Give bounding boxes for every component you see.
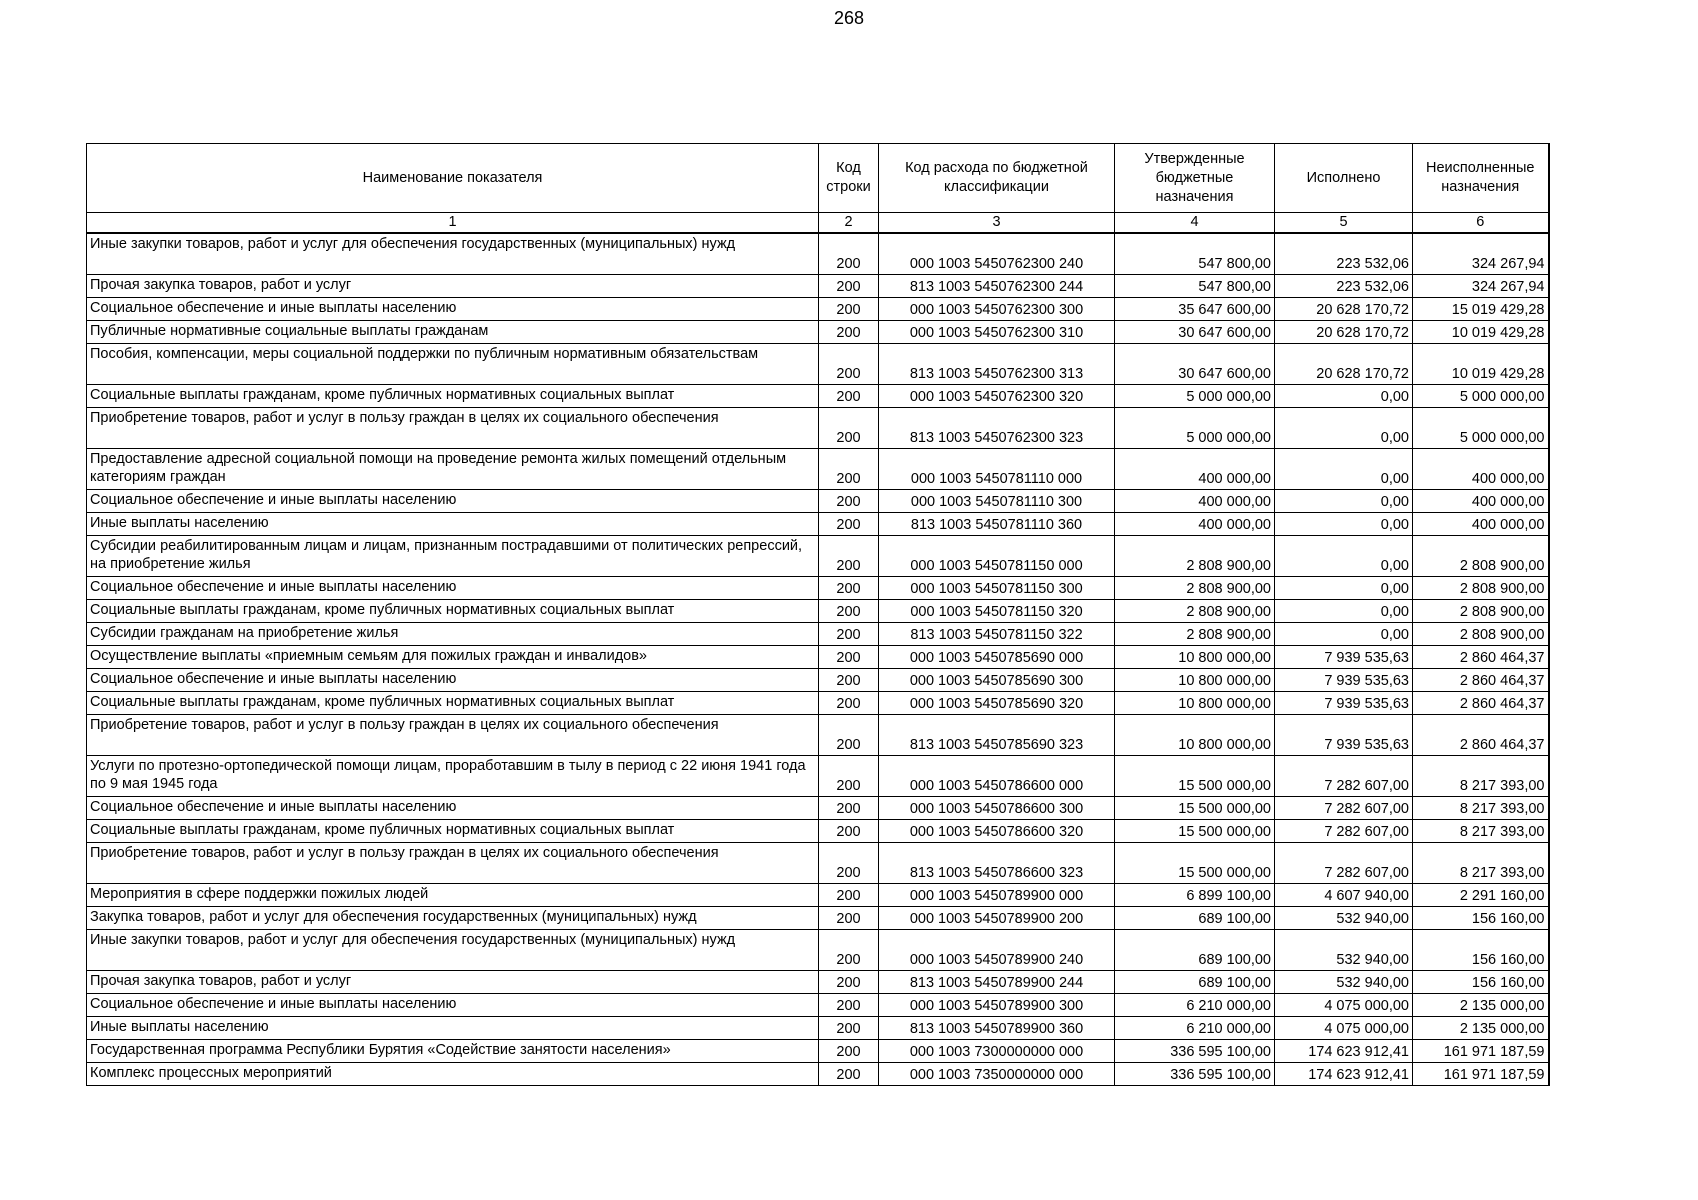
table-row (87, 756, 1549, 797)
row-executed-amount: 20 628 170,72 (1275, 344, 1413, 385)
row-budget-code: 000 1003 7350000000 000 (879, 1063, 1115, 1086)
row-executed-amount: 4 075 000,00 (1275, 994, 1413, 1017)
row-unexecuted-amount: 2 860 464,37 (1413, 669, 1549, 692)
row-indicator-name: Социальное обеспечение и иные выплаты населению (87, 994, 819, 1017)
row-executed-amount: 223 532,06 (1275, 275, 1413, 298)
column-number: 4 (1115, 213, 1275, 234)
row-line-code: 200 (819, 1017, 879, 1040)
row-line-code: 200 (819, 233, 879, 275)
row-unexecuted-amount: 161 971 187,59 (1413, 1063, 1549, 1086)
row-budget-code: 813 1003 5450786600 323 (879, 843, 1115, 884)
row-budget-code: 000 1003 5450786600 320 (879, 820, 1115, 843)
row-approved-amount: 689 100,00 (1115, 907, 1275, 930)
row-line-code: 200 (819, 797, 879, 820)
table-row (87, 843, 1549, 884)
row-budget-code: 813 1003 5450762300 313 (879, 344, 1115, 385)
row-unexecuted-amount: 400 000,00 (1413, 490, 1549, 513)
table-row (87, 971, 1549, 994)
row-indicator-name: Приобретение товаров, работ и услуг в пользу граждан в целях их социального обеспечения (87, 843, 819, 884)
row-approved-amount: 35 647 600,00 (1115, 298, 1275, 321)
table-row (87, 1063, 1549, 1086)
row-approved-amount: 10 800 000,00 (1115, 692, 1275, 715)
row-unexecuted-amount: 2 135 000,00 (1413, 994, 1549, 1017)
row-budget-code: 000 1003 5450785690 300 (879, 669, 1115, 692)
row-unexecuted-amount: 2 808 900,00 (1413, 623, 1549, 646)
row-indicator-name: Субсидии гражданам на приобретение жилья (87, 623, 819, 646)
row-executed-amount: 7 282 607,00 (1275, 797, 1413, 820)
table-row (87, 646, 1549, 669)
row-budget-code: 000 1003 5450762300 240 (879, 233, 1115, 275)
row-budget-code: 000 1003 5450762300 300 (879, 298, 1115, 321)
header-unexecuted-appropriations: Неисполненные назначения (1413, 144, 1549, 213)
row-executed-amount: 7 939 535,63 (1275, 646, 1413, 669)
row-approved-amount: 6 210 000,00 (1115, 1017, 1275, 1040)
row-line-code: 200 (819, 669, 879, 692)
row-indicator-name: Комплекс процессных мероприятий (87, 1063, 819, 1086)
row-executed-amount: 7 939 535,63 (1275, 715, 1413, 756)
row-line-code: 200 (819, 623, 879, 646)
row-line-code: 200 (819, 513, 879, 536)
row-line-code: 200 (819, 994, 879, 1017)
column-number-row (87, 213, 1549, 234)
column-number: 5 (1275, 213, 1413, 234)
table-row (87, 275, 1549, 298)
row-executed-amount: 532 940,00 (1275, 907, 1413, 930)
row-budget-code: 000 1003 5450781110 300 (879, 490, 1115, 513)
row-line-code: 200 (819, 756, 879, 797)
row-executed-amount: 7 939 535,63 (1275, 692, 1413, 715)
row-executed-amount: 7 282 607,00 (1275, 756, 1413, 797)
row-unexecuted-amount: 8 217 393,00 (1413, 843, 1549, 884)
row-line-code: 200 (819, 843, 879, 884)
row-approved-amount: 547 800,00 (1115, 275, 1275, 298)
row-line-code: 200 (819, 692, 879, 715)
row-unexecuted-amount: 15 019 429,28 (1413, 298, 1549, 321)
header-executed: Исполнено (1275, 144, 1413, 213)
row-unexecuted-amount: 2 860 464,37 (1413, 646, 1549, 669)
row-approved-amount: 10 800 000,00 (1115, 669, 1275, 692)
row-approved-amount: 30 647 600,00 (1115, 344, 1275, 385)
row-executed-amount: 0,00 (1275, 385, 1413, 408)
row-executed-amount: 223 532,06 (1275, 233, 1413, 275)
row-indicator-name: Государственная программа Республики Бурятия «Содействие занятости населения» (87, 1040, 819, 1063)
row-line-code: 200 (819, 715, 879, 756)
row-budget-code: 000 1003 5450781150 300 (879, 577, 1115, 600)
table-row (87, 1040, 1549, 1063)
table-row (87, 623, 1549, 646)
row-approved-amount: 30 647 600,00 (1115, 321, 1275, 344)
row-approved-amount: 5 000 000,00 (1115, 385, 1275, 408)
row-budget-code: 000 1003 5450786600 000 (879, 756, 1115, 797)
row-approved-amount: 10 800 000,00 (1115, 646, 1275, 669)
row-indicator-name: Социальное обеспечение и иные выплаты населению (87, 490, 819, 513)
row-approved-amount: 2 808 900,00 (1115, 577, 1275, 600)
row-approved-amount: 5 000 000,00 (1115, 408, 1275, 449)
row-line-code: 200 (819, 408, 879, 449)
row-unexecuted-amount: 156 160,00 (1413, 907, 1549, 930)
table-row (87, 907, 1549, 930)
row-executed-amount: 174 623 912,41 (1275, 1040, 1413, 1063)
table-body (87, 233, 1549, 1086)
table-row (87, 536, 1549, 577)
row-unexecuted-amount: 8 217 393,00 (1413, 756, 1549, 797)
table-row (87, 820, 1549, 843)
table-row (87, 449, 1549, 490)
row-budget-code: 813 1003 5450789900 244 (879, 971, 1115, 994)
row-indicator-name: Субсидии реабилитированным лицам и лицам, признанным пострадавшими от политических репрессий, на приобретение жилья (87, 536, 819, 577)
row-budget-code: 813 1003 5450789900 360 (879, 1017, 1115, 1040)
row-unexecuted-amount: 156 160,00 (1413, 971, 1549, 994)
row-approved-amount: 2 808 900,00 (1115, 536, 1275, 577)
row-indicator-name: Пособия, компенсации, меры социальной поддержки по публичным нормативным обязательствам (87, 344, 819, 385)
row-executed-amount: 0,00 (1275, 600, 1413, 623)
row-indicator-name: Приобретение товаров, работ и услуг в пользу граждан в целях их социального обеспечения (87, 715, 819, 756)
row-indicator-name: Иные закупки товаров, работ и услуг для обеспечения государственных (муниципальных) нужд (87, 233, 819, 275)
row-executed-amount: 0,00 (1275, 490, 1413, 513)
row-indicator-name: Прочая закупка товаров, работ и услуг (87, 971, 819, 994)
row-indicator-name: Социальное обеспечение и иные выплаты населению (87, 577, 819, 600)
page-number: 268 (833, 8, 865, 28)
row-unexecuted-amount: 2 808 900,00 (1413, 536, 1549, 577)
row-budget-code: 000 1003 5450781110 000 (879, 449, 1115, 490)
row-budget-code: 000 1003 5450789900 300 (879, 994, 1115, 1017)
row-budget-code: 813 1003 5450762300 244 (879, 275, 1115, 298)
row-approved-amount: 15 500 000,00 (1115, 797, 1275, 820)
row-budget-code: 000 1003 5450781150 320 (879, 600, 1115, 623)
column-number: 1 (87, 213, 819, 234)
table-row (87, 994, 1549, 1017)
row-budget-code: 813 1003 5450781150 322 (879, 623, 1115, 646)
row-approved-amount: 6 210 000,00 (1115, 994, 1275, 1017)
row-unexecuted-amount: 324 267,94 (1413, 233, 1549, 275)
row-line-code: 200 (819, 884, 879, 907)
row-line-code: 200 (819, 275, 879, 298)
row-budget-code: 000 1003 5450781150 000 (879, 536, 1115, 577)
header-indicator-name: Наименование показателя (87, 144, 819, 213)
row-line-code: 200 (819, 385, 879, 408)
row-indicator-name: Социальное обеспечение и иные выплаты населению (87, 797, 819, 820)
row-approved-amount: 2 808 900,00 (1115, 623, 1275, 646)
header-line-code: Код строки (819, 144, 879, 213)
row-executed-amount: 0,00 (1275, 577, 1413, 600)
row-executed-amount: 0,00 (1275, 513, 1413, 536)
row-approved-amount: 689 100,00 (1115, 930, 1275, 971)
row-unexecuted-amount: 8 217 393,00 (1413, 820, 1549, 843)
row-line-code: 200 (819, 971, 879, 994)
row-approved-amount: 400 000,00 (1115, 513, 1275, 536)
row-unexecuted-amount: 10 019 429,28 (1413, 321, 1549, 344)
row-indicator-name: Приобретение товаров, работ и услуг в пользу граждан в целях их социального обеспечения (87, 408, 819, 449)
row-executed-amount: 7 282 607,00 (1275, 820, 1413, 843)
row-executed-amount: 4 607 940,00 (1275, 884, 1413, 907)
row-executed-amount: 20 628 170,72 (1275, 321, 1413, 344)
table-row (87, 513, 1549, 536)
row-unexecuted-amount: 156 160,00 (1413, 930, 1549, 971)
table-row (87, 930, 1549, 971)
budget-execution-table (86, 143, 1550, 1086)
row-unexecuted-amount: 2 135 000,00 (1413, 1017, 1549, 1040)
table-row (87, 408, 1549, 449)
header-budget-classification-code: Код расхода по бюджетной классификации (879, 144, 1115, 213)
row-executed-amount: 532 940,00 (1275, 971, 1413, 994)
row-executed-amount: 4 075 000,00 (1275, 1017, 1413, 1040)
table-row (87, 490, 1549, 513)
table-row (87, 692, 1549, 715)
row-indicator-name: Социальные выплаты гражданам, кроме публичных нормативных социальных выплат (87, 692, 819, 715)
row-budget-code: 000 1003 5450762300 320 (879, 385, 1115, 408)
row-budget-code: 000 1003 5450762300 310 (879, 321, 1115, 344)
row-approved-amount: 6 899 100,00 (1115, 884, 1275, 907)
row-budget-code: 000 1003 7300000000 000 (879, 1040, 1115, 1063)
row-executed-amount: 7 939 535,63 (1275, 669, 1413, 692)
row-line-code: 200 (819, 298, 879, 321)
table-row (87, 797, 1549, 820)
row-indicator-name: Иные выплаты населению (87, 513, 819, 536)
row-indicator-name: Социальные выплаты гражданам, кроме публичных нормативных социальных выплат (87, 385, 819, 408)
row-unexecuted-amount: 400 000,00 (1413, 513, 1549, 536)
row-unexecuted-amount: 400 000,00 (1413, 449, 1549, 490)
row-executed-amount: 0,00 (1275, 449, 1413, 490)
table-row (87, 298, 1549, 321)
header-approved-appropriations: Утвержденные бюджетные назначения (1115, 144, 1275, 213)
header-row (87, 144, 1549, 213)
table-row (87, 715, 1549, 756)
row-approved-amount: 689 100,00 (1115, 971, 1275, 994)
row-approved-amount: 336 595 100,00 (1115, 1040, 1275, 1063)
row-indicator-name: Иные выплаты населению (87, 1017, 819, 1040)
row-approved-amount: 547 800,00 (1115, 233, 1275, 275)
row-line-code: 200 (819, 449, 879, 490)
table-row (87, 321, 1549, 344)
row-line-code: 200 (819, 930, 879, 971)
row-indicator-name: Публичные нормативные социальные выплаты гражданам (87, 321, 819, 344)
row-budget-code: 000 1003 5450785690 320 (879, 692, 1115, 715)
row-budget-code: 813 1003 5450785690 323 (879, 715, 1115, 756)
row-indicator-name: Иные закупки товаров, работ и услуг для обеспечения государственных (муниципальных) нужд (87, 930, 819, 971)
row-executed-amount: 532 940,00 (1275, 930, 1413, 971)
row-indicator-name: Предоставление адресной социальной помощи на проведение ремонта жилых помещений отдельным категориям граждан (87, 449, 819, 490)
row-indicator-name: Услуги по протезно-ортопедической помощи лицам, проработавшим в тылу в период с 22 июня 1941 года по 9 мая 1945 года (87, 756, 819, 797)
row-indicator-name: Социальные выплаты гражданам, кроме публичных нормативных социальных выплат (87, 600, 819, 623)
row-line-code: 200 (819, 490, 879, 513)
row-budget-code: 000 1003 5450785690 000 (879, 646, 1115, 669)
row-approved-amount: 2 808 900,00 (1115, 600, 1275, 623)
row-unexecuted-amount: 324 267,94 (1413, 275, 1549, 298)
row-indicator-name: Социальное обеспечение и иные выплаты населению (87, 669, 819, 692)
column-number: 2 (819, 213, 879, 234)
row-budget-code: 000 1003 5450789900 240 (879, 930, 1115, 971)
row-unexecuted-amount: 2 808 900,00 (1413, 577, 1549, 600)
row-unexecuted-amount: 5 000 000,00 (1413, 385, 1549, 408)
row-indicator-name: Прочая закупка товаров, работ и услуг (87, 275, 819, 298)
row-line-code: 200 (819, 344, 879, 385)
row-executed-amount: 0,00 (1275, 623, 1413, 646)
row-line-code: 200 (819, 1040, 879, 1063)
row-line-code: 200 (819, 907, 879, 930)
row-budget-code: 000 1003 5450789900 200 (879, 907, 1115, 930)
row-line-code: 200 (819, 321, 879, 344)
table-row (87, 600, 1549, 623)
row-line-code: 200 (819, 536, 879, 577)
table-row (87, 884, 1549, 907)
table-row (87, 577, 1549, 600)
row-unexecuted-amount: 10 019 429,28 (1413, 344, 1549, 385)
row-unexecuted-amount: 2 860 464,37 (1413, 715, 1549, 756)
row-line-code: 200 (819, 820, 879, 843)
row-approved-amount: 15 500 000,00 (1115, 820, 1275, 843)
column-number: 6 (1413, 213, 1549, 234)
row-budget-code: 813 1003 5450762300 323 (879, 408, 1115, 449)
table-row (87, 344, 1549, 385)
row-budget-code: 000 1003 5450789900 000 (879, 884, 1115, 907)
row-approved-amount: 15 500 000,00 (1115, 843, 1275, 884)
row-unexecuted-amount: 2 291 160,00 (1413, 884, 1549, 907)
row-budget-code: 000 1003 5450786600 300 (879, 797, 1115, 820)
row-indicator-name: Социальное обеспечение и иные выплаты населению (87, 298, 819, 321)
row-unexecuted-amount: 5 000 000,00 (1413, 408, 1549, 449)
row-approved-amount: 400 000,00 (1115, 490, 1275, 513)
row-line-code: 200 (819, 600, 879, 623)
table-row (87, 233, 1549, 275)
row-budget-code: 813 1003 5450781110 360 (879, 513, 1115, 536)
table-row (87, 669, 1549, 692)
row-indicator-name: Закупка товаров, работ и услуг для обеспечения государственных (муниципальных) нужд (87, 907, 819, 930)
row-indicator-name: Социальные выплаты гражданам, кроме публичных нормативных социальных выплат (87, 820, 819, 843)
row-line-code: 200 (819, 1063, 879, 1086)
row-line-code: 200 (819, 577, 879, 600)
row-indicator-name: Мероприятия в сфере поддержки пожилых людей (87, 884, 819, 907)
row-approved-amount: 400 000,00 (1115, 449, 1275, 490)
row-unexecuted-amount: 161 971 187,59 (1413, 1040, 1549, 1063)
row-unexecuted-amount: 8 217 393,00 (1413, 797, 1549, 820)
row-executed-amount: 7 282 607,00 (1275, 843, 1413, 884)
row-unexecuted-amount: 2 860 464,37 (1413, 692, 1549, 715)
row-executed-amount: 0,00 (1275, 536, 1413, 577)
row-executed-amount: 20 628 170,72 (1275, 298, 1413, 321)
row-approved-amount: 10 800 000,00 (1115, 715, 1275, 756)
row-unexecuted-amount: 2 808 900,00 (1413, 600, 1549, 623)
row-approved-amount: 15 500 000,00 (1115, 756, 1275, 797)
row-line-code: 200 (819, 646, 879, 669)
row-approved-amount: 336 595 100,00 (1115, 1063, 1275, 1086)
row-executed-amount: 174 623 912,41 (1275, 1063, 1413, 1086)
table-row (87, 385, 1549, 408)
table-row (87, 1017, 1549, 1040)
row-indicator-name: Осуществление выплаты «приемным семьям для пожилых граждан и инвалидов» (87, 646, 819, 669)
column-number: 3 (879, 213, 1115, 234)
row-executed-amount: 0,00 (1275, 408, 1413, 449)
